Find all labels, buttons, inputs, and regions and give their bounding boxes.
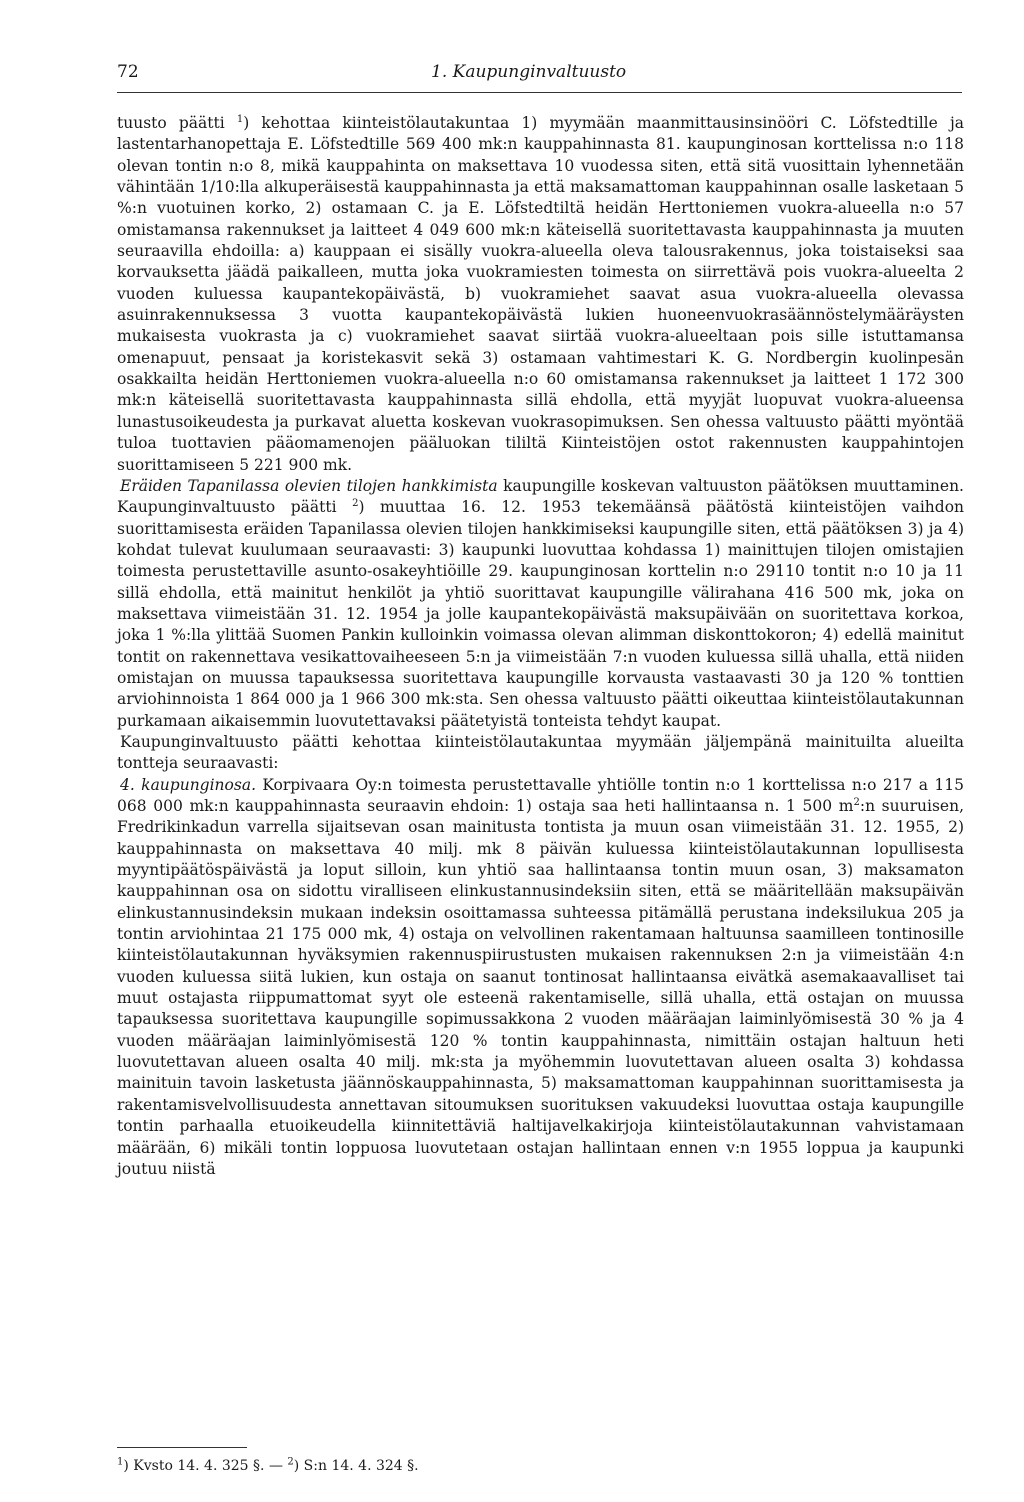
italic-text: 4. kaupunginosa.	[120, 775, 256, 794]
footnote-marker: 1	[236, 113, 244, 125]
text-run: tuusto päätti	[117, 114, 237, 132]
text-run: Korpivaara Oy:n toimesta perustettavalle yhtiölle tontin n:o 1 korttelissa n:o 217 a 115 068 000 mk:n kauppahinnasta seuraavin ehdoin: 1) ostaja saa heti hallintaansa n. 1 500 m	[117, 775, 964, 815]
italic-text: Eräiden Tapanilassa olevien tilojen hankkimista	[120, 476, 498, 495]
paragraph	[117, 476, 964, 732]
paragraph	[117, 113, 964, 476]
text-run: Kaupunginvaltuusto päätti kehottaa kiinteistölautakuntaa myymään jäljempänä mainituilta alueilta tontteja seuraavasti:	[117, 732, 964, 773]
running-title: 1. Kaupunginvaltuusto	[431, 62, 627, 82]
footnote-marker: 2	[853, 796, 860, 808]
text-run: kaupungille koskevan valtuuston päätöksen muuttaminen. Kaupunginvaltuusto päätti	[117, 476, 964, 517]
footnotes	[117, 1458, 717, 1474]
footnote-divider	[117, 1447, 247, 1448]
paragraph	[117, 732, 964, 775]
text-run: ) kehottaa kiinteistölautakuntaa 1) myymään maanmittausinsinööri C. Löfstedtille ja lastentarhanopettaja E. Löfstedtille 569 400 mk:n kauppahinnasta 81. kaupunginosan korttelissa n:o 118 olevan tontin n:o 8, mikä kauppahinta on maksettava 10 vuodessa siten, että sitä vuosittain lyhennetään vähintään 1/10:lla alkuperäisestä kauppahinnasta ja että maksamattoman kauppahinnan osalle lasketaan 5 %:n vuotuinen korko, 2) ostamaan C. ja E. Löfstedtiltä heidän Herttoniemen vuokra-alueella n:o 57 omistamansa rakennukset ja laitteet 4 049 600 mk:n käteisellä suoritettavasta kauppahinnasta ja muuten seuraavilla ehdoilla: a) kauppaan ei sisälly vuokra-alueella oleva talousrakennus, joka toistaiseksi saa korvauksetta jäädä paikalleen, mutta joka vuokramiesten toimesta on siirrettävä pois vuokra-alueelta 2 vuoden kuluessa kaupantekopäivästä, b) vuokramiehet saavat asua vuokra-alueella olevassa asuinrakennuksessa 3 vuotta kaupantekopäivästä lukien huoneenvuokrasäännöstelymääräysten mukaisesta vuokrasta ja c) vuokramiehet saavat siirtää vuokra-alueeltaan pois sille istuttamansa omenapuut, pensaat ja koristekasvit sekä 3) ostamaan vahtimestari K. G. Nordbergin kuolinpesän osakkailta heidän Herttoniemen vuokra-alueella n:o 60 omistamansa rakennukset ja laitteet 1 172 300 mk:n käteisellä suoritettavasta kauppahinnasta sillä ehdolla, että myyjät luopuvat vuokra-alueensa lunastusoikeudesta ja purkavat aluetta koskevan vuokrasopimuksen. Sen ohessa valtuusto päätti myöntää tuloa tuottavien pääomamenojen pääluokan tililtä Kiinteistöjen ostot rakennusten kauppahintojen suorittamiseen 5 221 900 mk.	[117, 114, 964, 474]
header-divider	[117, 92, 962, 93]
footnote-marker: 2	[352, 498, 359, 510]
text-run: :n suuruisen, Fredrikinkadun varrella sijaitsevan osan mainitusta tontista ja muun osan viimeistään 31. 12. 1955, 2) kauppahinnasta on maksettava 40 milj. mk 8 päivän kuluessa kiinteistölautakunnan lopullisesta myyntipäätöspäivästä ja loput silloin, kun yhtiö saa hallintaansa tontin muun osan, 3) maksamaton kauppahinnan osa on sidottu viralliseen elinkustannusindeksiin siten, että se määritellään maksupäivän elinkustannusindeksin mukaan indeksin osoittamassa suhteessa pitämällä perustana indeksilukua 205 ja tontin arviohintaa 21 175 000 mk, 4) ostaja on velvollinen rakentamaan haltuunsa saamilleen tontinosille kiinteistölautakunnan hyväksymien rakennuspiirustusten mukaisen rakennuksen 2:n ja viimeistään 4:n vuoden kuluessa siitä lukien, kun ostaja on saanut tontinosat hallintaansa eivätkä asemakaavalliset tai muut ostajasta riippumattomat syyt ole esteenä rakentamiselle, sillä uhalla, että ostajan on muussa tapauksessa suoritettava kaupungille sopimussakkona 2 vuoden määräajan laiminlyömisestä 30 % ja 4 vuoden määräajan laiminlyömisestä 120 % tontin kauppahinnasta, nimittäin ostajan haltuun heti luovutettavan alueen osalta 40 milj. mk:sta ja myöhemmin luovutettavan alueen osalta 3) kohdassa mainituin tavoin lasketusta jäännöskauppahinnasta, 5) maksamattoman kauppahinnan suorittamisesta ja rakentamisvelvollisuudesta annettavan sitoumuksen suorituksen vakuudeksi luovuttaa ostaja kaupungille tontin parhaalla etuoikeudella kiinnitettäviä haltijavelkakirjoja kiinteistölautakunnan vahvistamaan määrään, 6) mikäli tontin loppuosa luovutetaan ostajan hallintaan ennen v:n 1955 loppua ja kaupunki joutuu niistä	[117, 797, 964, 1178]
text-run: ) muuttaa 16. 12. 1953 tekemäänsä päätöstä kiinteistöjen vaihdon suorittamisesta eräiden Tapanilassa olevien tilojen hankkimiseksi kaupungille siten, että päätöksen 3) ja 4) kohdat tulevat kuulumaan seuraavasti: 3) kaupunki luovuttaa kohdassa 1) mainittujen tilojen omistajien toimesta perustettaville asunto-osakeyhtiöille 29. kaupunginosan korttelin n:o 29110 tontit n:o 10 ja 11 sillä ehdolla, että mainitut henkilöt ja yhtiö suorittavat kaupungille välirahana 416 500 mk, joka on maksettava viimeistään 31. 12. 1954 ja jolle kaupantekopäivästä maksupäivään on suoritettava korkoa, joka 1 %:lla ylittää Suomen Pankin kulloinkin voimassa olevan alimman diskonttokoron; 4) edellä mainitut tontit on rakennettava vesikattovaiheeseen 5:n ja viimeistään 7:n vuoden kuluessa sillä uhalla, että niiden omistajan on muussa tapauksessa suoritettava kaupungille korvausta vastaavasti 30 ja 120 % tonttien arviohinnoista 1 864 000 ja 1 966 300 mk:sta. Sen ohessa valtuusto päätti oikeuttaa kiinteistölautakunnan purkamaan aikaisemmin luovutettavaksi päätetyistä tonteista tehdyt kaupat.	[117, 498, 965, 730]
page-header	[117, 62, 962, 90]
body-text	[117, 113, 964, 1180]
page-number: 72	[117, 62, 139, 82]
footnote-marker: 1	[117, 1456, 124, 1468]
paragraph	[117, 775, 964, 1181]
text-run: ) Kvsto 14. 4. 325 §. —	[123, 1458, 288, 1474]
footnote-marker: 2	[287, 1456, 294, 1468]
text-run: ) S:n 14. 4. 324 §.	[293, 1458, 419, 1474]
